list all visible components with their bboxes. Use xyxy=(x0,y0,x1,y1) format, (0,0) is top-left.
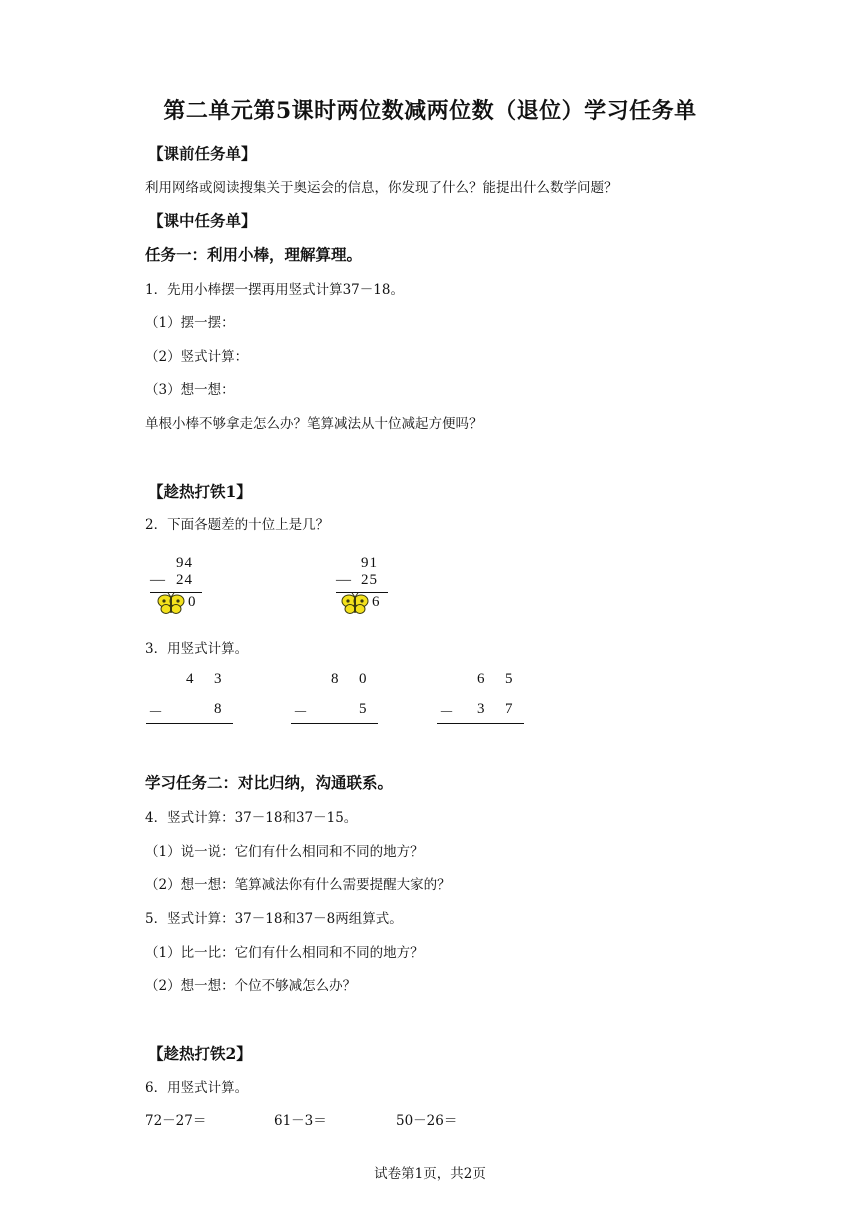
task1-heading: 任务一：利用小棒，理解算理。 xyxy=(145,245,363,264)
bottom-ones: 5 xyxy=(359,701,367,717)
butterfly-icon xyxy=(156,593,186,615)
pre-class-heading: 【课前任务单】 xyxy=(148,144,257,163)
result-ones: 0 xyxy=(188,594,196,610)
result-ones: 6 xyxy=(372,594,380,610)
expression-3: 50－26＝ xyxy=(396,1113,458,1129)
bottom-ones: 8 xyxy=(214,701,222,717)
in-class-heading: 【课中任务单】 xyxy=(148,211,257,230)
expression-2: 61－3＝ xyxy=(274,1113,327,1129)
practice2-heading: 【趁热打铁2】 xyxy=(148,1044,252,1063)
subtrahend: 24 xyxy=(176,572,193,588)
question-1-part-d: 单根小棒不够拿走怎么办？笔算减法从十位减起方便吗？ xyxy=(145,416,483,432)
minus-sign: － xyxy=(293,705,309,721)
subtrahend: 25 xyxy=(361,572,378,588)
question-1-part-a: （1）摆一摆： xyxy=(145,315,235,331)
minuend: 94 xyxy=(176,555,193,571)
bottom-tens: 3 xyxy=(477,701,485,717)
question-1-part-c: （3）想一想： xyxy=(145,382,235,398)
question-2: 2．下面各题差的十位上是几？ xyxy=(145,517,330,533)
underline xyxy=(291,723,378,724)
minus-sign: － xyxy=(439,705,455,721)
bottom-ones: 7 xyxy=(505,701,513,717)
minuend: 91 xyxy=(361,555,378,571)
top-tens: 8 xyxy=(331,671,339,687)
underline xyxy=(146,723,233,724)
top-ones: 3 xyxy=(214,671,222,687)
question-5-part-a: （1）比一比：它们有什么相同和不同的地方？ xyxy=(145,945,424,961)
underline xyxy=(437,723,524,724)
top-tens: 6 xyxy=(477,671,485,687)
task2-heading: 学习任务二：对比归纳，沟通联系。 xyxy=(145,773,394,792)
question-3: 3．用竖式计算。 xyxy=(145,641,249,657)
practice1-heading: 【趁热打铁1】 xyxy=(148,482,252,501)
page-title: 第二单元第5课时两位数减两位数（退位）学习任务单 xyxy=(163,98,697,124)
top-tens: 4 xyxy=(186,671,194,687)
question-4: 4．竖式计算：37－18和37－15。 xyxy=(145,810,358,826)
top-ones: 5 xyxy=(505,671,513,687)
question-4-part-b: （2）想一想：笔算减法你有什么需要提醒大家的？ xyxy=(145,877,451,893)
minus-sign: － xyxy=(148,705,164,721)
question-5: 5．竖式计算：37－18和37－8两组算式。 xyxy=(145,911,403,927)
question-1-part-b: （2）竖式计算： xyxy=(145,349,249,365)
question-4-part-a: （1）说一说：它们有什么相同和不同的地方？ xyxy=(145,844,424,860)
butterfly-icon xyxy=(340,593,370,615)
pre-class-text: 利用网络或阅读搜集关于奥运会的信息，你发现了什么？能提出什么数学问题？ xyxy=(145,180,618,196)
question-1: 1．先用小棒摆一摆再用竖式计算37－18。 xyxy=(145,282,404,298)
question-5-part-b: （2）想一想：个位不够减怎么办？ xyxy=(145,978,357,994)
minus-sign: — xyxy=(150,572,165,588)
expression-1: 72－27＝ xyxy=(145,1113,207,1129)
page-footer: 试卷第1页，共2页 xyxy=(374,1166,486,1182)
top-ones: 0 xyxy=(359,671,367,687)
question-6: 6．用竖式计算。 xyxy=(145,1080,249,1096)
minus-sign: — xyxy=(336,572,351,588)
